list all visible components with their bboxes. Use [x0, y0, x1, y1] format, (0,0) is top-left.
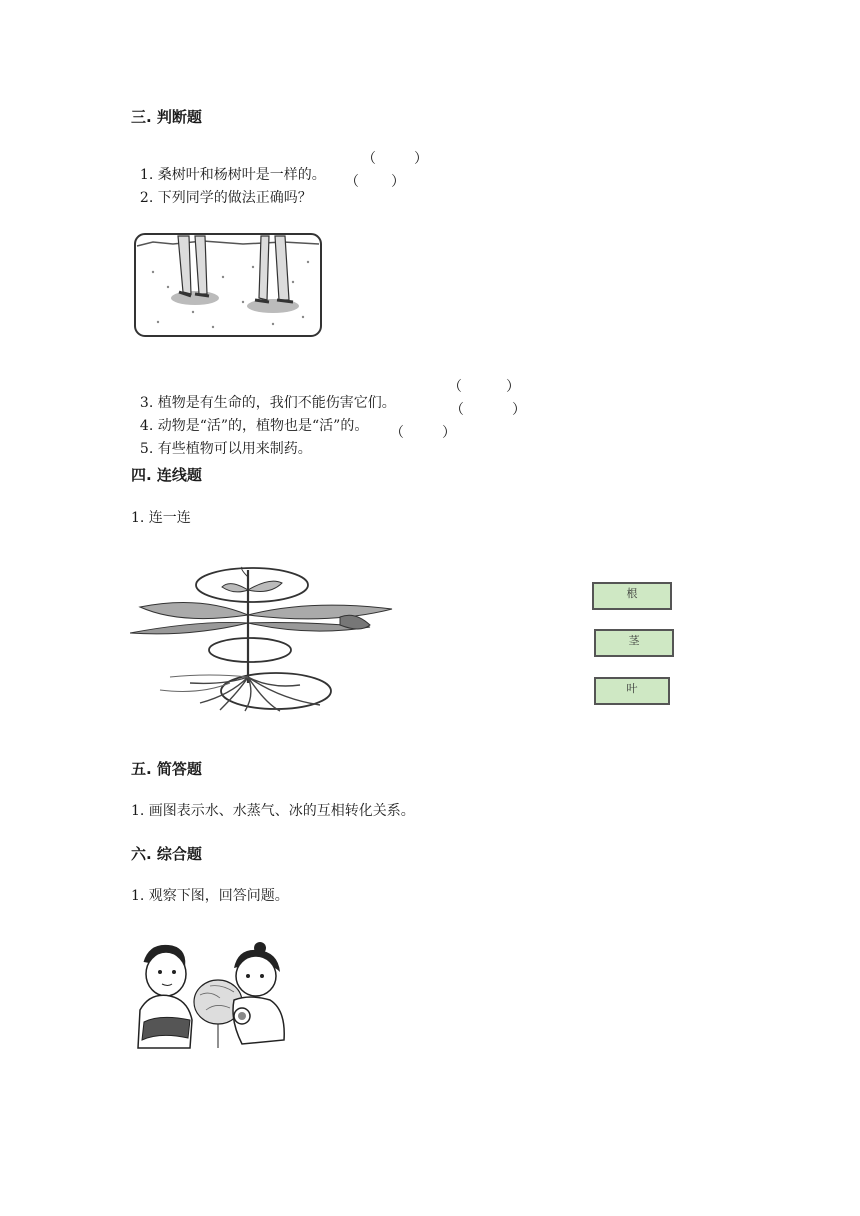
answer-paren-close: ）: [442, 425, 456, 441]
question-2: [131, 171, 312, 207]
answer-paren-close: ）: [512, 402, 526, 418]
question-text: 3. 植物是有生命的，我们不能伤害它们。: [139, 395, 396, 411]
children-observing-plant-illustration: [130, 940, 300, 1050]
question-text: 4. 动物是“活”的，植物也是“活”的。: [139, 418, 369, 434]
plant-illustration: [130, 565, 396, 715]
students-on-grass-illustration: [133, 232, 325, 340]
section6-title: 六. 综合题: [131, 845, 202, 863]
label-leaf[interactable]: 叶: [594, 677, 670, 705]
question-connect: 1. 连一连: [131, 510, 191, 526]
answer-paren-open: （: [390, 425, 404, 441]
section3-title: 三. 判断题: [131, 108, 202, 126]
question-text: 2. 下列同学的做法正确吗？: [139, 190, 312, 206]
question-water-cycle: 1. 画图表示水、水蒸气、冰的互相转化关系。: [131, 803, 415, 819]
answer-paren-open: （: [450, 402, 464, 418]
answer-paren-close: ）: [414, 151, 428, 167]
label-stem[interactable]: 茎: [594, 629, 674, 657]
section4-title: 四. 连线题: [131, 466, 202, 484]
question-5: [131, 422, 312, 458]
question-observe: 1. 观察下图，回答问题。: [131, 888, 289, 904]
answer-paren-open: （: [448, 379, 462, 395]
question-text: 1. 桑树叶和杨树叶是一样的。: [139, 167, 326, 183]
answer-paren-close: ）: [506, 379, 520, 395]
question-text: 5. 有些植物可以用来制药。: [139, 441, 312, 457]
answer-paren-open: （: [362, 151, 376, 167]
label-root[interactable]: 根: [592, 582, 672, 610]
section5-title: 五. 简答题: [131, 760, 202, 778]
answer-paren-close: ）: [391, 174, 405, 190]
answer-paren-open: （: [345, 174, 359, 190]
